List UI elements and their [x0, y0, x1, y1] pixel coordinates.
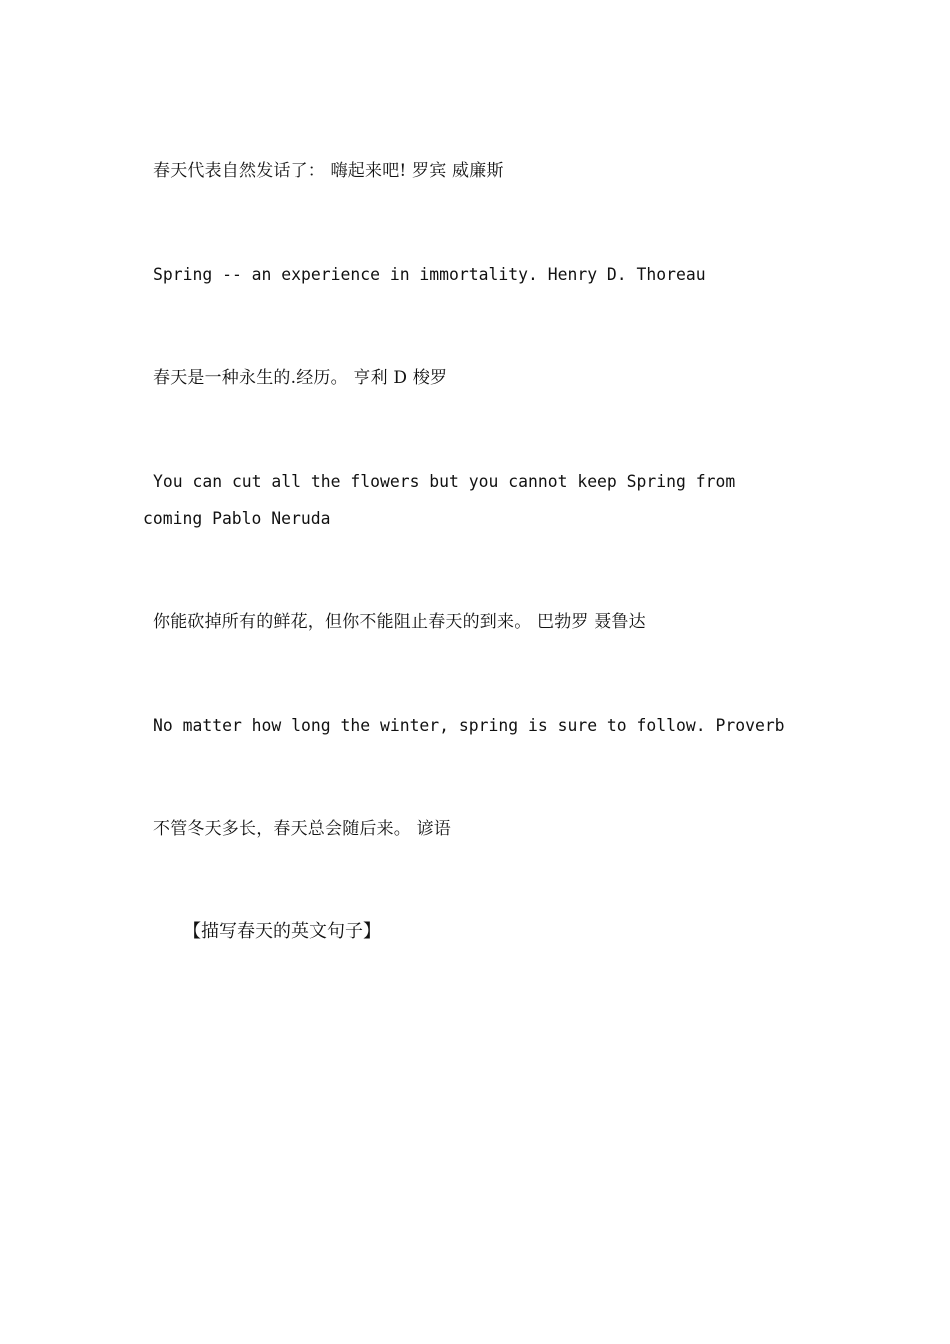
quote-line-english-2: You can cut all the flowers but you cannot keep Spring from coming Pablo Neruda: [143, 472, 736, 528]
quote-line-chinese-4: 不管冬天多长，春天总会随后来。 谚语: [153, 819, 452, 839]
quote-line-english-3: No matter how long the winter, spring is sure to follow. Proverb: [153, 716, 785, 735]
section-heading: 【描写春天的英文句子】: [183, 921, 381, 942]
quote-line-chinese-2: 春天是一种永生的.经历。 亨利 D 梭罗: [153, 368, 448, 388]
quote-line-english-1: Spring -- an experience in immortality. Henry D. Thoreau: [153, 265, 706, 284]
quote-line-chinese-1: 春天代表自然发话了： 嗨起来吧! 罗宾 威廉斯: [153, 161, 504, 181]
quote-line-chinese-3: 你能砍掉所有的鲜花，但你不能阻止春天的到来。 巴勃罗 聂鲁达: [153, 612, 646, 632]
